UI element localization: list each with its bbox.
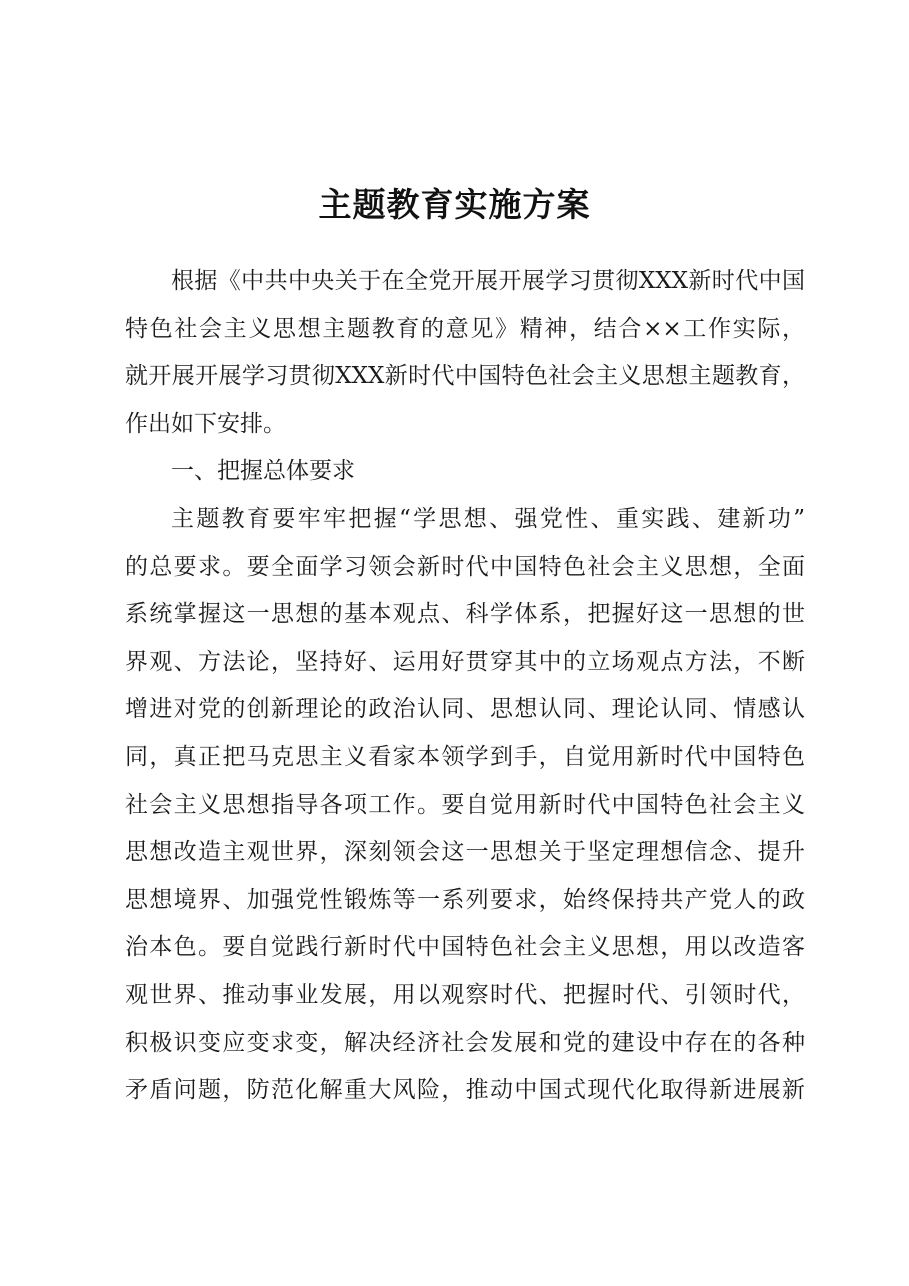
paragraph-2-line-7: 社会主义思想指导各项工作。要自觉用新时代中国特色社会主义: [125, 791, 805, 818]
paragraph-2-line-13: 矛盾问题，防范化解重大风险，推动中国式现代化取得新进展新: [125, 1077, 805, 1104]
paragraph-2-line-2: 的总要求。要全面学习领会新时代中国特色社会主义思想，全面: [125, 553, 805, 580]
paragraph-2-line-10: 治本色。要自觉践行新时代中国特色社会主义思想，用以改造客: [125, 934, 805, 961]
paragraph-1-line-4: 作出如下安排。: [125, 410, 286, 437]
paragraph-2-line-9: 思想境界、加强党性锻炼等一系列要求，始终保持共产党人的政: [125, 886, 805, 913]
document-title: 主题教育实施方案: [318, 185, 591, 224]
paragraph-2-line-12: 积极识变应变求变，解决经济社会发展和党的建设中存在的各种: [125, 1029, 805, 1056]
paragraph-2-line-1: 主题教育要牢牢把握“学思想、强党性、重实践、建新功”: [171, 505, 805, 532]
paragraph-2-line-4: 界观、方法论，坚持好、运用好贯穿其中的立场观点方法，不断: [125, 648, 805, 675]
section-heading-1: 一、把握总体要求: [171, 458, 355, 485]
paragraph-2-line-6: 同，真正把马克思主义看家本领学到手，自觉用新时代中国特色: [125, 743, 805, 770]
paragraph-2-line-5: 增进对党的创新理论的政治认同、思想认同、理论认同、情感认: [125, 696, 805, 723]
document-body: [125, 258, 805, 1115]
paragraph-1-line-3: 就开展开展学习贯彻XXX新时代中国特色社会主义思想主题教育，: [125, 363, 805, 390]
paragraph-2-line-3: 系统掌握这一思想的基本观点、科学体系，把握好这一思想的世: [125, 601, 805, 628]
paragraph-2-line-8: 思想改造主观世界，深刻领会这一思想关于坚定理想信念、提升: [125, 839, 805, 866]
paragraph-1-line-1: 根据《中共中央关于在全党开展开展学习贯彻XXX新时代中国: [171, 268, 805, 294]
paragraph-2-line-11: 观世界、推动事业发展，用以观察时代、把握时代、引领时代，: [125, 981, 805, 1008]
paragraph-1-line-2: 特色社会主义思想主题教育的意见》精神，结合××工作实际，: [125, 315, 805, 342]
